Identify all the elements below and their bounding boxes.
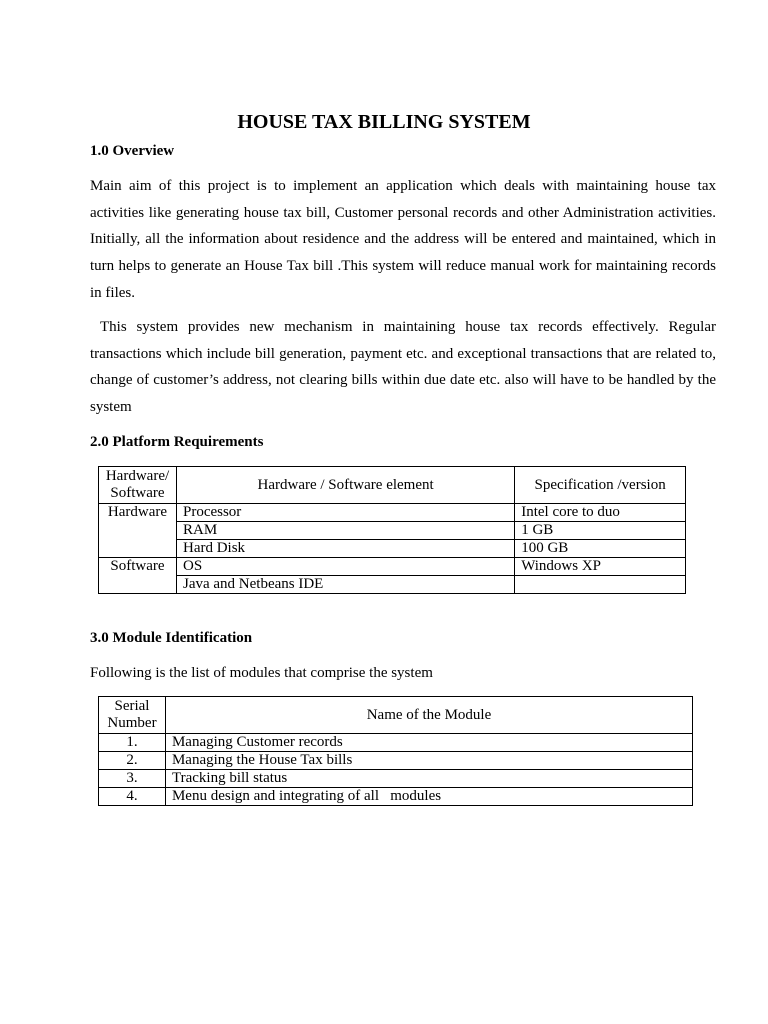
table-cell-spec: Windows XP <box>515 558 686 576</box>
table-row <box>99 522 686 540</box>
table-cell-element: OS <box>176 558 514 576</box>
table-cell-serial: 1. <box>99 734 166 752</box>
table-cell-serial: 2. <box>99 752 166 770</box>
table-row <box>99 788 693 806</box>
table-cell-element: Processor <box>176 504 514 522</box>
table-row <box>99 734 693 752</box>
table-row <box>99 558 686 576</box>
table-cell-spec: 1 GB <box>515 522 686 540</box>
table-cell-spec: 100 GB <box>515 540 686 558</box>
module-table <box>98 696 693 806</box>
table-cell-module-name: Menu design and integrating of all modules <box>165 788 692 806</box>
table-cell-group: Hardware <box>99 504 177 558</box>
table-header-cell: Specification /version <box>515 467 686 504</box>
overview-paragraph-2 <box>90 314 716 421</box>
document-title: HOUSE TAX BILLING SYSTEM <box>237 111 531 133</box>
table-header-cell: Serial Number <box>99 697 166 734</box>
modules-intro: Following is the list of modules that comprise the system <box>90 665 433 681</box>
table-cell-serial: 4. <box>99 788 166 806</box>
table-cell-spec <box>515 576 686 594</box>
table-row <box>99 752 693 770</box>
section-heading-modules: 3.0 Module Identification <box>90 630 253 646</box>
table-header-cell: Name of the Module <box>165 697 692 734</box>
overview-paragraph-1: Main aim of this project is to implement an application which deals with maintaining house tax activities like generating house tax bill, Customer personal records and other Administration activities. Initially, all the information about residence and the address will be entered and maintained, which in turn helps to generate an House Tax bill .This system will reduce manual work for maintaining records in files. <box>90 178 716 301</box>
table-cell-module-name: Tracking bill status <box>165 770 692 788</box>
section-heading-overview: 1.0 Overview <box>90 143 175 159</box>
table-row <box>99 770 693 788</box>
section-heading-platform: 2.0 Platform Requirements <box>90 434 264 450</box>
overview-paragraph-2-text: This system provides new mechanism in maintaining house tax records effectively. Regular transactions which include bill generation, payment etc. and exceptional transactions that are related to, change of customer’s address, not clearing bills within due date etc. also will have to be handled by the system <box>90 319 716 416</box>
table-header-row <box>99 467 686 504</box>
table-cell-serial: 3. <box>99 770 166 788</box>
platform-requirements-table <box>98 466 686 594</box>
table-cell-spec: Intel core to duo <box>515 504 686 522</box>
table-cell-module-name: Managing Customer records <box>165 734 692 752</box>
table-cell-module-name: Managing the House Tax bills <box>165 752 692 770</box>
table-row <box>99 576 686 594</box>
table-cell-element: Hard Disk <box>176 540 514 558</box>
table-header-row <box>99 697 693 734</box>
table-header-cell: Hardware / Software element <box>176 467 514 504</box>
table-row <box>99 504 686 522</box>
table-cell-element: Java and Netbeans IDE <box>176 576 514 594</box>
table-header-cell: Hardware/ Software <box>99 467 177 504</box>
table-row <box>99 540 686 558</box>
table-cell-element: RAM <box>176 522 514 540</box>
table-cell-group: Software <box>99 558 177 594</box>
